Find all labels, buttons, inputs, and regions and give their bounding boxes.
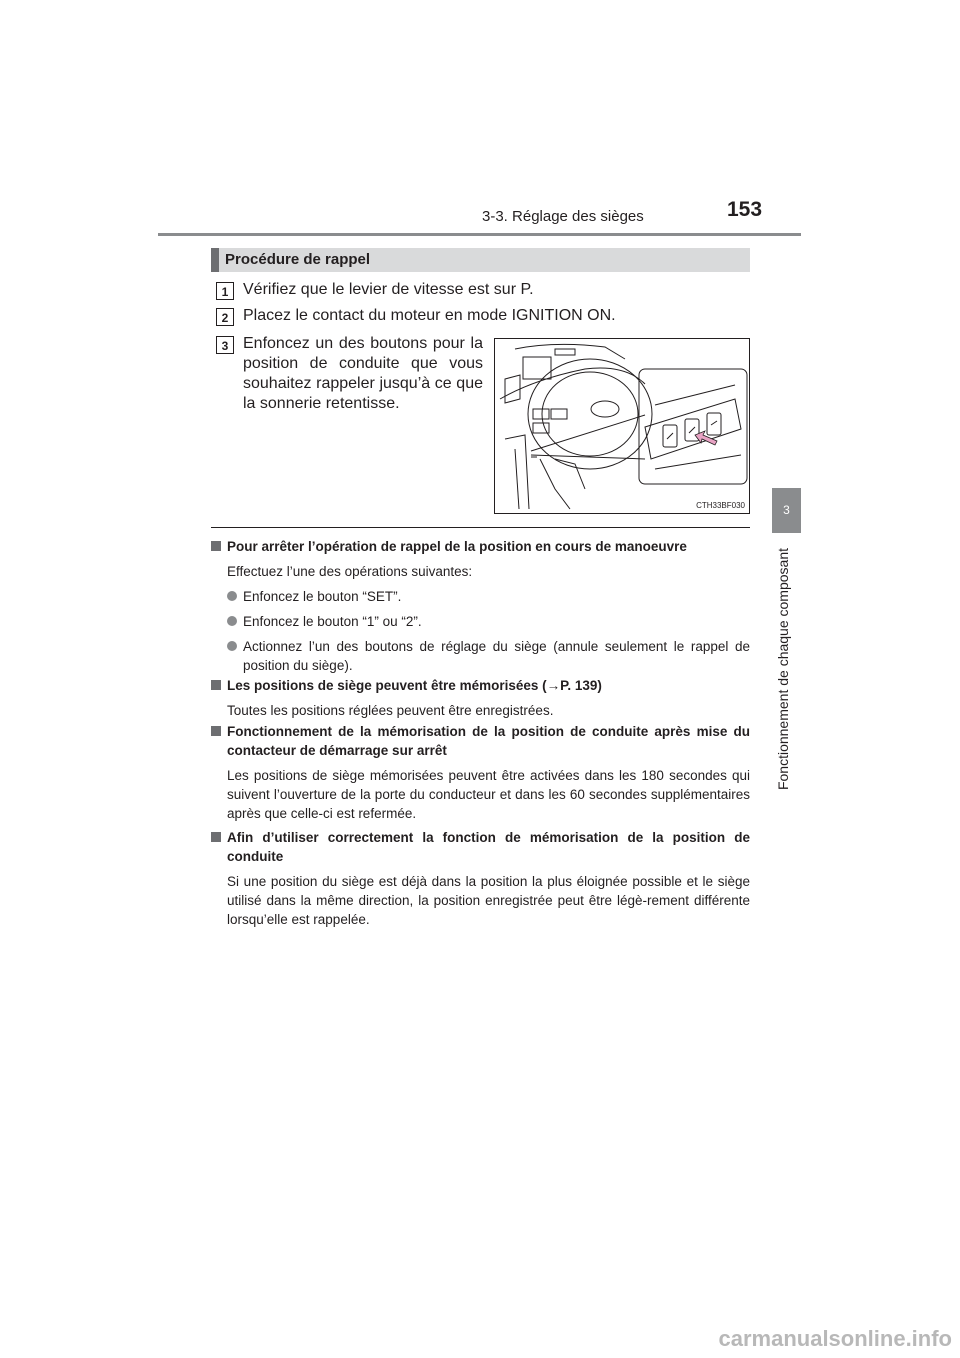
note-title-text: Fonctionnement de la mémorisation de la position de conduite après mise du contacteur de démarrage sur arrêt (227, 724, 750, 758)
note-title-text: Les positions de siège peuvent être mémorisées (→P. 139) (227, 678, 602, 693)
step-2-badge: 2 (216, 308, 234, 326)
note-body: Toutes les positions réglées peuvent être enregistrées. (227, 703, 554, 718)
chapter-title: Fonctionnement de chaque composant (775, 548, 791, 791)
list-item-text: Actionnez l’un des boutons de réglage du siège (annule seulement le rappel de position du siège). (243, 639, 750, 673)
circle-bullet-icon (227, 616, 237, 626)
circle-bullet-icon (227, 591, 237, 601)
square-bullet-icon (211, 726, 221, 736)
header-rule (158, 233, 801, 236)
note-correct-use (211, 828, 750, 929)
circle-bullet-icon (227, 641, 237, 651)
section-divider (211, 527, 750, 528)
illustration-code: CTH33BF030 (696, 501, 745, 510)
note-memorized-positions (211, 676, 750, 720)
page-number: 153 (727, 198, 763, 221)
note-title-text: Pour arrêter l’opération de rappel de la position en cours de manoeuvre (227, 539, 687, 554)
square-bullet-icon (211, 832, 221, 842)
note-title (211, 676, 750, 695)
square-bullet-icon (211, 680, 221, 690)
note-stop-recall (211, 537, 750, 675)
note-body: Les positions de siège mémorisées peuvent être activées dans les 180 secondes qui suivent l’ouverture de la porte du conducteur et dans les 60 secondes supplémentaires après que celle-ci est refermée. (227, 768, 750, 821)
note-title (211, 828, 750, 866)
step-3-badge: 3 (216, 336, 234, 354)
note-after-ignition-off (211, 722, 750, 823)
note-title (211, 722, 750, 760)
step-1-text: Vérifiez que le levier de vitesse est sur P. (243, 281, 534, 298)
chapter-title-vertical (772, 548, 801, 810)
section-heading-bar (211, 248, 219, 272)
section-heading-text: Procédure de rappel (225, 251, 371, 268)
square-bullet-icon (211, 541, 221, 551)
step-1-badge: 1 (216, 282, 234, 300)
note-body: Si une position du siège est déjà dans la position la plus éloignée possible et le siège utilisé dans la même direction, la position enregistrée peut être légè-rement différente lorsqu’elle est rappelée. (227, 874, 750, 927)
note-body: Effectuez l’une des opérations suivantes: (227, 564, 473, 579)
note-title-text: Afin d’utiliser correctement la fonction de mémorisation de la position de conduite (227, 830, 750, 864)
list-item-text: Enfoncez le bouton “SET”. (243, 589, 402, 604)
list-item (211, 637, 750, 675)
header-section-title: 3-3. Réglage des sièges (482, 208, 644, 225)
memory-buttons-drawing (495, 339, 750, 514)
list-item (211, 612, 750, 631)
step-2-text: Placez le contact du moteur en mode IGNITION ON. (243, 307, 616, 324)
list-item-text: Enfoncez le bouton “1” ou “2”. (243, 614, 422, 629)
section-heading (211, 248, 750, 272)
dashboard-illustration (494, 338, 750, 514)
step-3-text: Enfoncez un des boutons pour la position de conduite que vous souhaitez rappeler jusqu’à ce que la sonnerie retentisse. (243, 335, 483, 412)
note-title (211, 537, 750, 556)
watermark: carmanualsonline.info (718, 1326, 952, 1351)
chapter-tab: 3 (772, 488, 801, 533)
list-item (211, 587, 750, 606)
